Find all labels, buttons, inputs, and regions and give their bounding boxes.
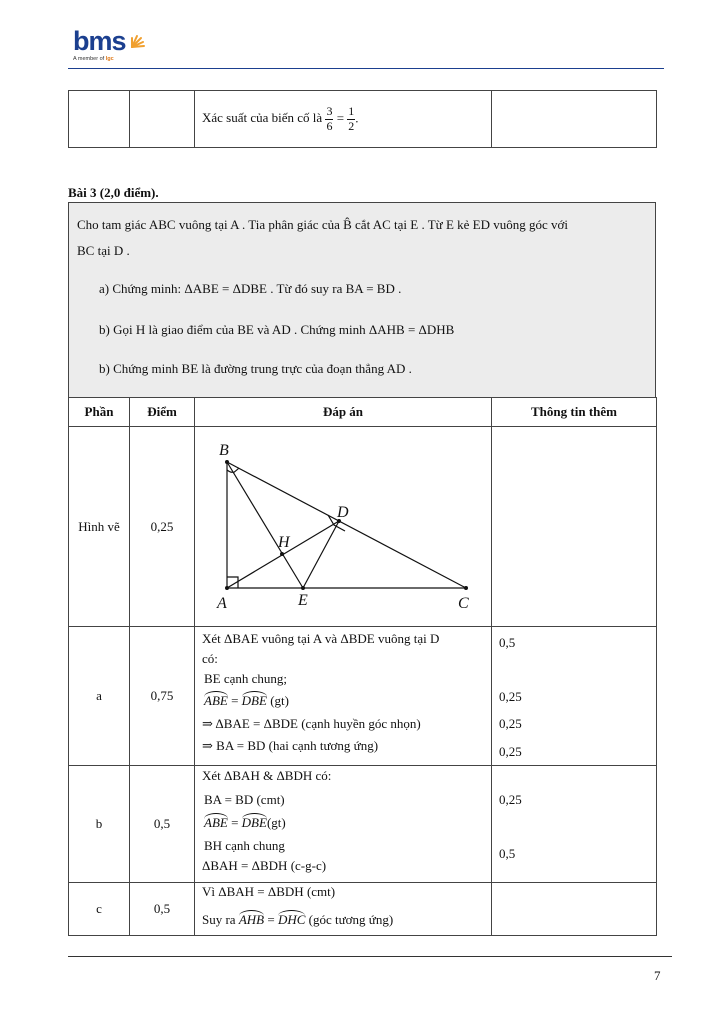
label-H: H [278,534,290,551]
answer-a: Xét ΔBAE vuông tại A và ΔBDE vuông tại D có: BE cạnh chung; ABE = DBE (gt) ⇒ ΔBAE = ΔBDE (cạnh huyền góc nhọn) ⇒ BA = BD (hai cạnh tương ứng) [195,627,492,766]
row-b [69,766,657,883]
point-B [225,460,229,464]
header-answer: Đáp án [195,398,492,427]
label-B: B [219,442,229,459]
footer-rule [68,956,672,957]
triangle-figure [195,427,492,626]
fraction-3-6: $\frac{3}{6}$ [326,103,333,133]
part-cell: Hình vẽ [69,427,130,627]
page-number: 7 [654,968,661,983]
prev-answer-table [68,90,657,148]
label-D: D [337,504,349,521]
sunburst-icon [129,30,149,50]
exercise-title: Bài 3 (2,0 điểm). [68,185,159,200]
part-cell: b [69,766,130,883]
problem-line-1: Cho tam giác ABC vuông tại A . Tia phân giác của B̂ cắt AC tại E . Từ E kẻ ED vuông góc với [77,217,569,232]
problem-part-c: b) Chứng minh BE là đường trung trực của đoạn thẳng AD . [99,361,412,376]
header-info: Thông tin thêm [492,398,657,427]
probability-cell: Xác suất của biến cố là $\frac{3}{6}$ = $\frac{1}{2}$ . [195,91,492,148]
point-H [280,552,284,556]
score-cell: 0,25 [130,427,195,627]
figure-cell [195,427,492,627]
row-a [69,627,657,766]
fraction-1-2: $\frac{1}{2}$ [348,103,355,133]
score-cell: 0,75 [130,627,195,766]
point-E [301,586,305,590]
label-A: A [217,595,227,612]
bms-logo [73,28,126,62]
row-figure [69,427,657,627]
logo-subtitle: A member of Igc [73,56,114,62]
angle-mark-B2 [233,468,239,473]
answer-c: Vì ΔBAH = ΔBDH (cmt) Suy ra AHB = DHC (góc tương ứng) [195,883,492,936]
part-cell: c [69,883,130,936]
answer-b: Xét ΔBAH & ΔBDH có: BA = BD (cmt) ABE = DBE(gt) BH cạnh chung ΔBAH = ΔBDH (c-g-c) [195,766,492,883]
side-BC [227,462,466,588]
solution-table [68,397,657,936]
bisector-BE [227,462,303,588]
logo-text: bms [73,26,126,56]
header-score: Điểm [130,398,195,427]
problem-statement [68,202,656,398]
header-part: Phần [69,398,130,427]
problem-line-2: BC tại D . [77,243,130,258]
problem-part-b: b) Gọi H là giao điểm của BE và AD . Chứng minh ΔAHB = ΔDHB [99,322,455,337]
part-cell: a [69,627,130,766]
segment-ED [303,521,339,588]
point-A [225,586,229,590]
problem-part-a: a) Chứng minh: ΔABE = ΔDBE . Từ đó suy ra BA = BD . [99,281,402,296]
info-a: 0,5 0,25 0,25 0,25 [492,627,657,766]
point-C [464,586,468,590]
score-cell: 0,5 [130,883,195,936]
label-C: C [458,595,469,612]
header-rule [68,68,664,69]
row-c [69,883,657,936]
score-cell: 0,5 [130,766,195,883]
label-E: E [298,592,308,609]
info-b: 0,25 0,5 [492,766,657,883]
